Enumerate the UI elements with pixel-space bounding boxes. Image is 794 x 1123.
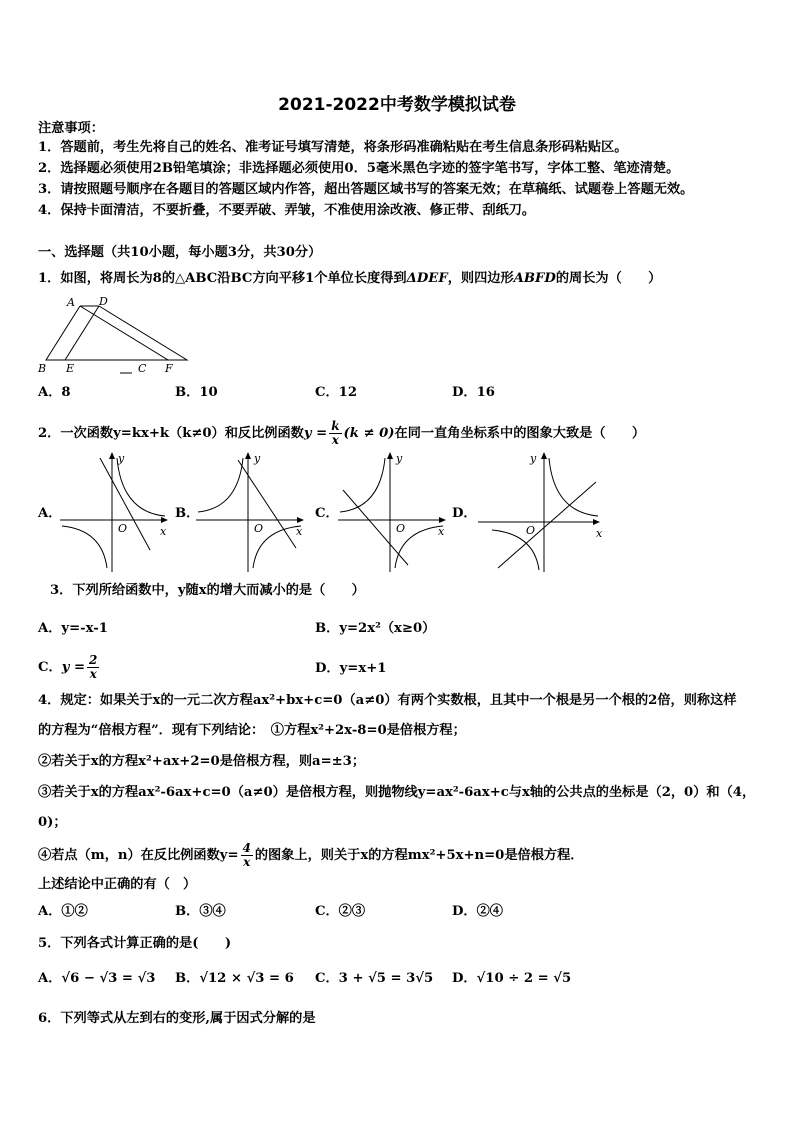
- q1-figure: [36, 296, 186, 376]
- q2-option-c-label[interactable]: C．: [315, 506, 339, 521]
- label-x: x: [160, 525, 167, 538]
- notice-item-4: 4．保持卡面清洁，不要折叠，不要弄破、弄皱，不准使用涂改液、修正带、刮纸刀。: [38, 203, 536, 218]
- q2-stem-part-a: 2．一次函数y=kx+k（k≠0）和反比例函数: [38, 426, 304, 441]
- q6-stem: 6．下列等式从左到右的变形,属于因式分解的是: [38, 1011, 316, 1026]
- q5-option-b[interactable]: B．√12 × √3 = 6: [175, 971, 294, 986]
- q4-line-4: ③若关于x的方程ax²-6ax+c=0（a≠0）是倍根方程，则抛物线y=ax²-6ax+c与x轴的公共点的坐标是（2，0）和（4，: [38, 785, 756, 800]
- q4-line-6-part-b: 的图象上，则关于x的方程mx²+5x+n=0是倍根方程．: [254, 848, 584, 863]
- q2-stem: [38, 420, 645, 447]
- q4-line-6-part-a: ④若点（m，n）在反比例函数y=: [38, 848, 239, 863]
- q2-option-d-label[interactable]: D．: [452, 506, 477, 521]
- y-arrow-icon: [245, 452, 251, 459]
- q1-label-d: D: [99, 295, 108, 308]
- section-heading: 一、选择题（共10小题，每小题3分，共30分）: [38, 245, 322, 260]
- label-x: x: [438, 525, 445, 538]
- q4-line-1: 4．规定：如果关于x的一元二次方程ax²+bx+c=0（a≠0）有两个实数根，且其中一个根是另一个根的2倍，则称这样: [38, 693, 737, 708]
- q2-graph-a[interactable]: [60, 450, 172, 574]
- q1-label-c: C: [138, 362, 147, 375]
- q4-line-7: 上述结论中正确的有（ ）: [38, 877, 197, 892]
- q4-line-6-num: 4: [242, 841, 251, 855]
- label-y: y: [254, 452, 261, 465]
- x-arrow-icon: [161, 517, 168, 523]
- q3-option-c-eq: y =: [61, 660, 85, 675]
- notice-item-3: 3．请按照题号顺序在各题目的答题区域内作答，超出答题区域书写的答案无效；在草稿纸、试题卷上答题无效。: [38, 182, 694, 197]
- q4-line-6-den: x: [243, 855, 251, 869]
- q1-triangle-abc: [46, 306, 168, 360]
- y-arrow-icon: [541, 452, 547, 459]
- q2-graph-b[interactable]: [196, 450, 308, 574]
- q1-label-e: E: [66, 362, 75, 375]
- q1-option-c[interactable]: C．12: [315, 385, 358, 400]
- label-o: O: [118, 522, 128, 535]
- q1-stem: [38, 270, 661, 288]
- notice-heading: 注意事项：: [38, 121, 104, 136]
- q2-graph-c[interactable]: [338, 450, 450, 574]
- q1-option-a[interactable]: A．8: [38, 385, 71, 400]
- q2-eq-y: y =: [303, 426, 328, 441]
- y-arrow-icon: [109, 452, 115, 459]
- q3-option-c-fraction: [87, 654, 99, 681]
- q1-triangle-def: ΔDEF: [406, 271, 448, 286]
- q3-option-d[interactable]: D．y=x+1: [315, 661, 387, 676]
- label-y: y: [396, 452, 403, 465]
- q2-frac-den: x: [331, 433, 339, 447]
- q3-stem: 3．下列所给函数中，y随x的增大而减小的是（ ）: [50, 583, 365, 598]
- q1-stem-part-c: 的周长为（ ）: [555, 271, 662, 286]
- q4-line-5: 0)；: [38, 815, 67, 830]
- linear-line: [498, 482, 596, 568]
- label-o: O: [254, 522, 264, 535]
- y-arrow-icon: [387, 452, 393, 459]
- q1-triangle-def-shape: [65, 306, 187, 360]
- label-x: x: [596, 527, 603, 540]
- q3-option-c-num: 2: [89, 653, 98, 667]
- x-arrow-icon: [439, 517, 446, 523]
- q1-stem-part-b: ，则四边形: [447, 271, 514, 286]
- hyperbola-lower: [62, 526, 107, 568]
- q4-option-c[interactable]: C．②③: [315, 904, 366, 919]
- q5-option-d[interactable]: D．√10 ÷ 2 = √5: [452, 971, 572, 986]
- q2-condition: (k ≠ 0): [343, 426, 395, 441]
- label-o: O: [526, 524, 536, 537]
- q2-stem-part-b: 在同一直角坐标系中的图象大致是（ ）: [394, 426, 646, 441]
- q4-line-6: [38, 838, 583, 874]
- q5-option-c[interactable]: C．3 + √5 = 3√5: [315, 971, 434, 986]
- q3-option-c-label: C．: [38, 660, 62, 675]
- q1-label-a: A: [67, 296, 75, 309]
- q3-option-c-den: x: [89, 667, 97, 681]
- hyperbola-upper: [340, 458, 385, 512]
- q5-option-a[interactable]: A．√6 − √3 = √3: [38, 971, 156, 986]
- q2-option-b-label[interactable]: B．: [175, 506, 200, 521]
- q2-frac-num: k: [331, 419, 340, 433]
- q1-label-b: B: [38, 362, 47, 375]
- label-y: y: [118, 452, 125, 465]
- notice-item-2: 2．选择题必须使用2B铅笔填涂；非选择题必须使用0．5毫米黑色字迹的签字笔书写，字体工整、笔迹清楚。: [38, 161, 680, 176]
- linear-line: [100, 458, 150, 550]
- q1-stem-part-a: 1．如图，将周长为8的△ABC沿BC方向平移1个单位长度得到: [38, 271, 407, 286]
- q2-option-a-label[interactable]: A．: [38, 506, 62, 521]
- x-arrow-icon: [593, 519, 600, 525]
- q2-graph-d[interactable]: [478, 450, 608, 574]
- q4-line-3: ②若关于x的方程x²+ax+2=0是倍根方程，则a=±3；: [38, 754, 366, 769]
- label-o: O: [396, 522, 406, 535]
- linear-line: [238, 460, 296, 548]
- hyperbola-upper: [117, 458, 165, 516]
- label-x: x: [296, 525, 303, 538]
- q4-option-b[interactable]: B．③④: [175, 904, 226, 919]
- label-y: y: [530, 452, 537, 465]
- q3-option-a[interactable]: A．y=-x-1: [38, 621, 108, 636]
- q1-quad-abfd: ABFD: [513, 271, 556, 286]
- q3-option-c[interactable]: [38, 650, 101, 686]
- q2-fraction: [329, 420, 341, 447]
- q1-label-f: F: [165, 362, 173, 375]
- x-arrow-icon: [297, 517, 304, 523]
- notice-item-1: 1．答题前，考生先将自己的姓名、准考证号填写清楚，将条形码准确粘贴在考生信息条形码粘贴区。: [38, 140, 628, 155]
- q4-option-d[interactable]: D．②④: [452, 904, 503, 919]
- q4-option-a[interactable]: A．①②: [38, 904, 88, 919]
- page-title: 2021-2022中考数学模拟试卷: [278, 95, 516, 115]
- q1-option-b[interactable]: B．10: [175, 385, 218, 400]
- q4-line-2: 的方程为“倍根方程”．现有下列结论： ①方程x²+2x-8=0是倍根方程；: [38, 723, 466, 738]
- q1-option-d[interactable]: D．16: [452, 385, 495, 400]
- q3-option-b[interactable]: B．y=2x²（x≥0）: [315, 621, 436, 636]
- q5-stem: 5．下列各式计算正确的是( ): [38, 936, 232, 951]
- hyperbola-upper: [198, 458, 243, 512]
- q4-line-6-fraction: [241, 842, 253, 869]
